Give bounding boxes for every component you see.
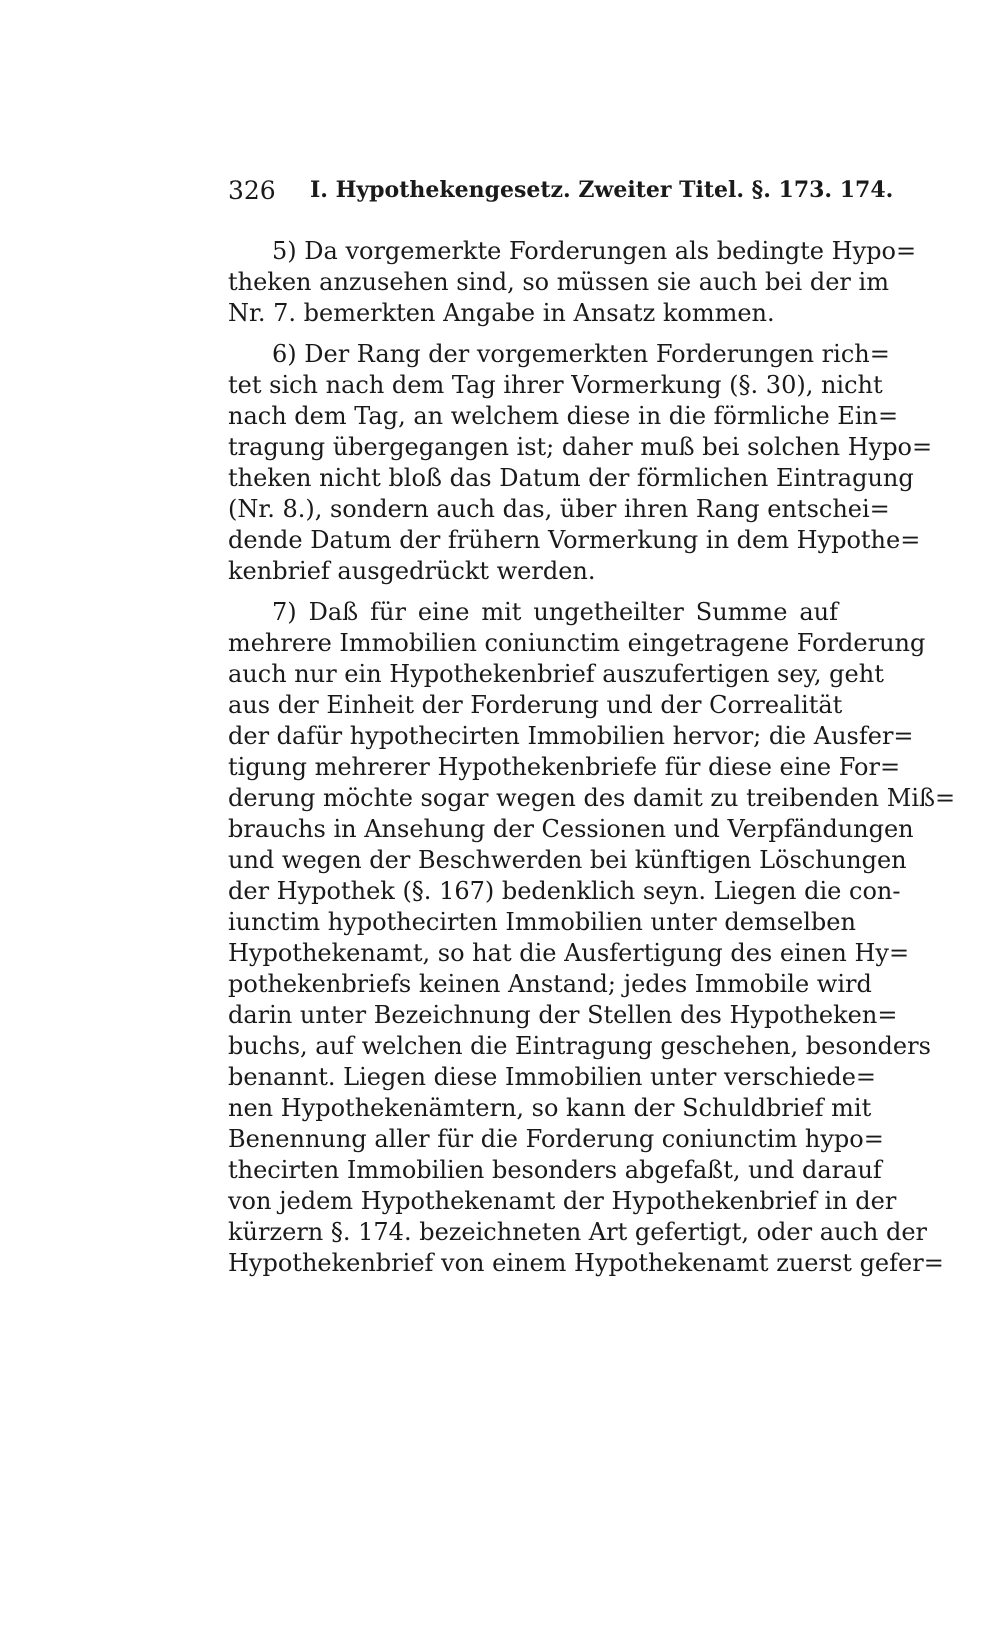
text-line: kenbrief ausgedrückt werden. [228, 557, 596, 585]
text-line: Hypothekenamt, so hat die Ausfertigung des einen Hy= [228, 939, 910, 967]
text-line: Benennung aller für die Forderung coniunctim hypo= [228, 1125, 884, 1153]
text-line: Hypothekenbrief von einem Hypothekenamt zuerst gefer= [228, 1249, 944, 1277]
text-line: der Hypothek (§. 167) bedenklich seyn. Liegen die con- [228, 877, 901, 905]
text-line: Nr. 7. bemerkten Angabe in Ansatz kommen. [228, 299, 775, 327]
text-line: tigung mehrerer Hypothekenbriefe für diese eine For= [228, 753, 901, 781]
text-line: von jedem Hypothekenamt der Hypothekenbrief in der [228, 1187, 897, 1215]
text-line: kürzern §. 174. bezeichneten Art gefertigt, oder auch der [228, 1218, 928, 1246]
paragraph-5 [228, 236, 917, 329]
text-line: benannt. Liegen diese Immobilien unter verschiede= [228, 1063, 876, 1091]
text-line: 7) Daß für eine mit ungetheilter Summe auf [272, 598, 838, 626]
running-head: I. Hypothekengesetz. Zweiter Titel. §. 173. 174. [310, 177, 894, 203]
text-line: tragung übergegangen ist; daher muß bei solchen Hypo= [228, 433, 933, 461]
text-line: 6) Der Rang der vorgemerkten Forderungen rich= [272, 340, 890, 368]
page-body [228, 236, 956, 1289]
text-line: theken anzusehen sind, so müssen sie auch bei der im [228, 268, 889, 296]
text-line: derung möchte sogar wegen des damit zu treibenden Miß= [228, 784, 956, 812]
paragraph-7 [228, 597, 956, 1279]
text-line: 5) Da vorgemerkte Forderungen als bedingte Hypo= [272, 237, 917, 265]
text-line: buchs, auf welchen die Eintragung geschehen, besonders [228, 1032, 931, 1060]
text-line: der dafür hypothecirten Immobilien hervor; die Ausfer= [228, 722, 914, 750]
text-line: mehrere Immobilien coniunctim eingetragene Forderung [228, 629, 926, 657]
text-line: dende Datum der frühern Vormerkung in dem Hypothe= [228, 526, 921, 554]
text-line: theken nicht bloß das Datum der förmlichen Eintragung [228, 464, 914, 492]
page-header [228, 176, 894, 212]
text-line: und wegen der Beschwerden bei künftigen Löschungen [228, 846, 907, 874]
text-line: nach dem Tag, an welchem diese in die förmliche Ein= [228, 402, 899, 430]
text-line: pothekenbriefs keinen Anstand; jedes Immobile wird [228, 970, 872, 998]
text-line: aus der Einheit der Forderung und der Correalität [228, 691, 843, 719]
text-line: iunctim hypothecirten Immobilien unter demselben [228, 908, 856, 936]
text-line: thecirten Immobilien besonders abgefaßt, und darauf [228, 1156, 882, 1184]
page-number: 326 [228, 176, 276, 205]
text-line: auch nur ein Hypothekenbrief auszufertigen sey, geht [228, 660, 884, 688]
text-line: brauchs in Ansehung der Cessionen und Verpfändungen [228, 815, 914, 843]
text-line: nen Hypothekenämtern, so kann der Schuldbrief mit [228, 1094, 872, 1122]
paragraph-6 [228, 339, 933, 587]
text-line: darin unter Bezeichnung der Stellen des Hypotheken= [228, 1001, 898, 1029]
text-line: tet sich nach dem Tag ihrer Vormerkung (§. 30), nicht [228, 371, 883, 399]
text-line: (Nr. 8.), sondern auch das, über ihren Rang entschei= [228, 495, 890, 523]
